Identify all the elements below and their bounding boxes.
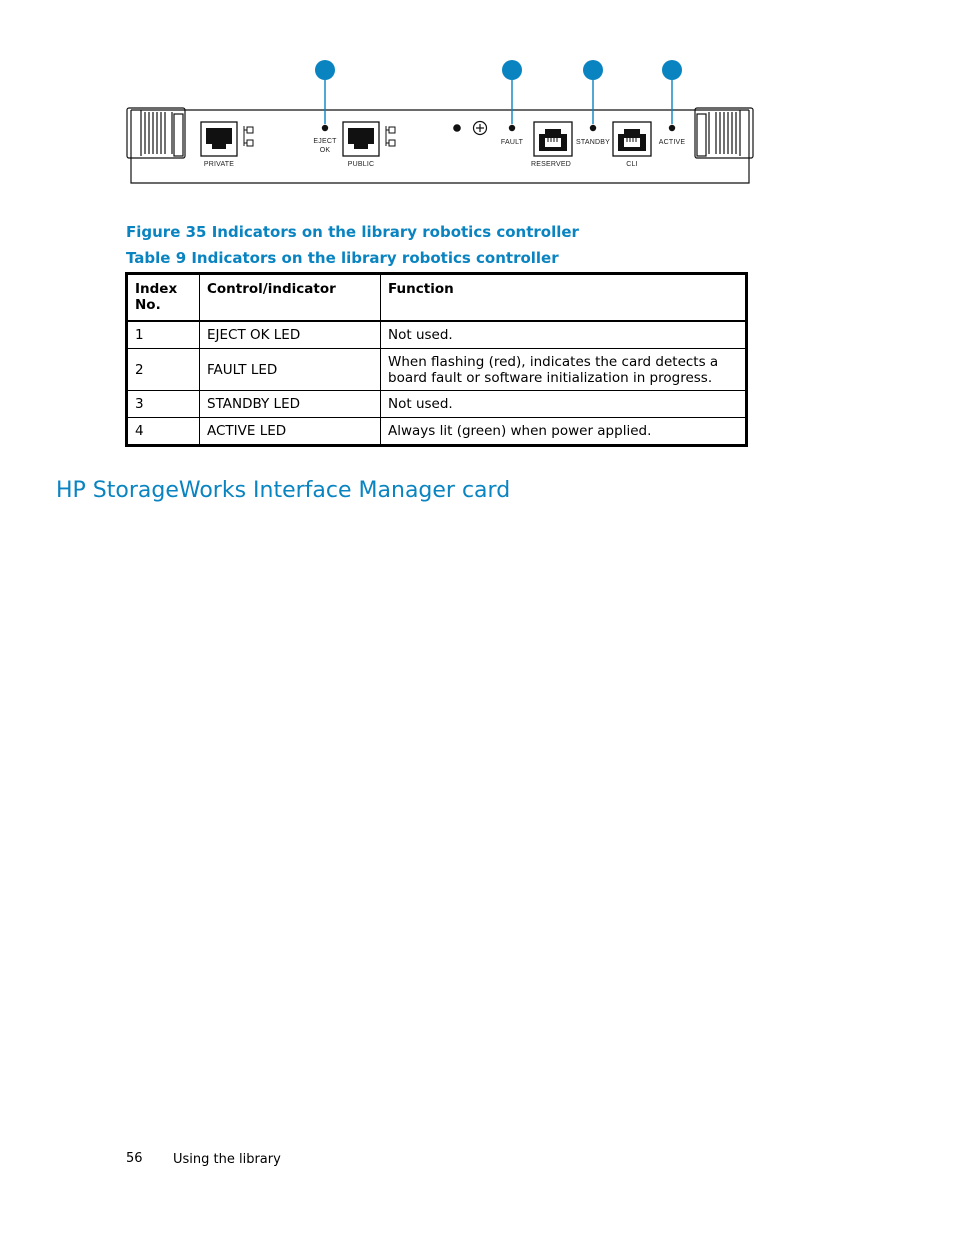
standby-label: STANDBY — [576, 139, 610, 146]
section-heading: HP StorageWorks Interface Manager card — [56, 478, 511, 503]
table-row — [127, 321, 747, 349]
row-index: 1 — [127, 321, 200, 349]
row-control: EJECT OK LED — [200, 321, 381, 349]
row-control: ACTIVE LED — [200, 418, 381, 446]
robotics-controller-figure — [0, 0, 954, 215]
cli-port — [613, 122, 651, 156]
eject-ok-led — [322, 125, 328, 131]
callouts — [315, 60, 682, 124]
callout-3 — [583, 60, 603, 80]
row-function: Always lit (green) when power applied. — [381, 418, 747, 446]
active-led — [669, 125, 675, 131]
row-index: 4 — [127, 418, 200, 446]
active-label: ACTIVE — [658, 139, 686, 146]
indicator-table — [125, 272, 748, 447]
reset-button-dot — [453, 124, 461, 132]
row-function: When flashing (red), indicates the card detects a board fault or software initialization in progress. — [381, 349, 747, 391]
screw-icon — [474, 122, 487, 135]
standby-led — [590, 125, 596, 131]
figure-caption: Figure 35 Indicators on the library robotics controller — [126, 223, 579, 241]
reserved-label: RESERVED — [531, 161, 571, 168]
eject-label-line1: EJECT — [313, 138, 337, 145]
table-row — [127, 418, 747, 446]
callout-2 — [502, 60, 522, 80]
callout-1 — [315, 60, 335, 80]
footer-page-number: 56 — [126, 1151, 143, 1166]
header-function: Function — [381, 274, 747, 322]
row-control: FAULT LED — [200, 349, 381, 391]
row-control: STANDBY LED — [200, 391, 381, 418]
table-caption: Table 9 Indicators on the library robotics controller — [126, 249, 559, 267]
public-port — [343, 122, 395, 156]
public-label: PUBLIC — [347, 161, 375, 168]
row-function: Not used. — [381, 321, 747, 349]
row-index: 3 — [127, 391, 200, 418]
table-header-row — [127, 274, 747, 322]
row-function: Not used. — [381, 391, 747, 418]
eject-label-line2: OK — [319, 147, 331, 154]
header-index: Index No. — [127, 274, 200, 322]
fault-label: FAULT — [500, 139, 524, 146]
footer-section-title: Using the library — [173, 1152, 281, 1167]
row-index: 2 — [127, 349, 200, 391]
header-control: Control/indicator — [200, 274, 381, 322]
private-port — [201, 122, 253, 156]
table-row — [127, 391, 747, 418]
table-row — [127, 349, 747, 391]
fault-led — [509, 125, 515, 131]
callout-4 — [662, 60, 682, 80]
reserved-port — [534, 122, 572, 156]
cli-label: CLI — [626, 161, 638, 168]
private-label: PRIVATE — [203, 161, 235, 168]
